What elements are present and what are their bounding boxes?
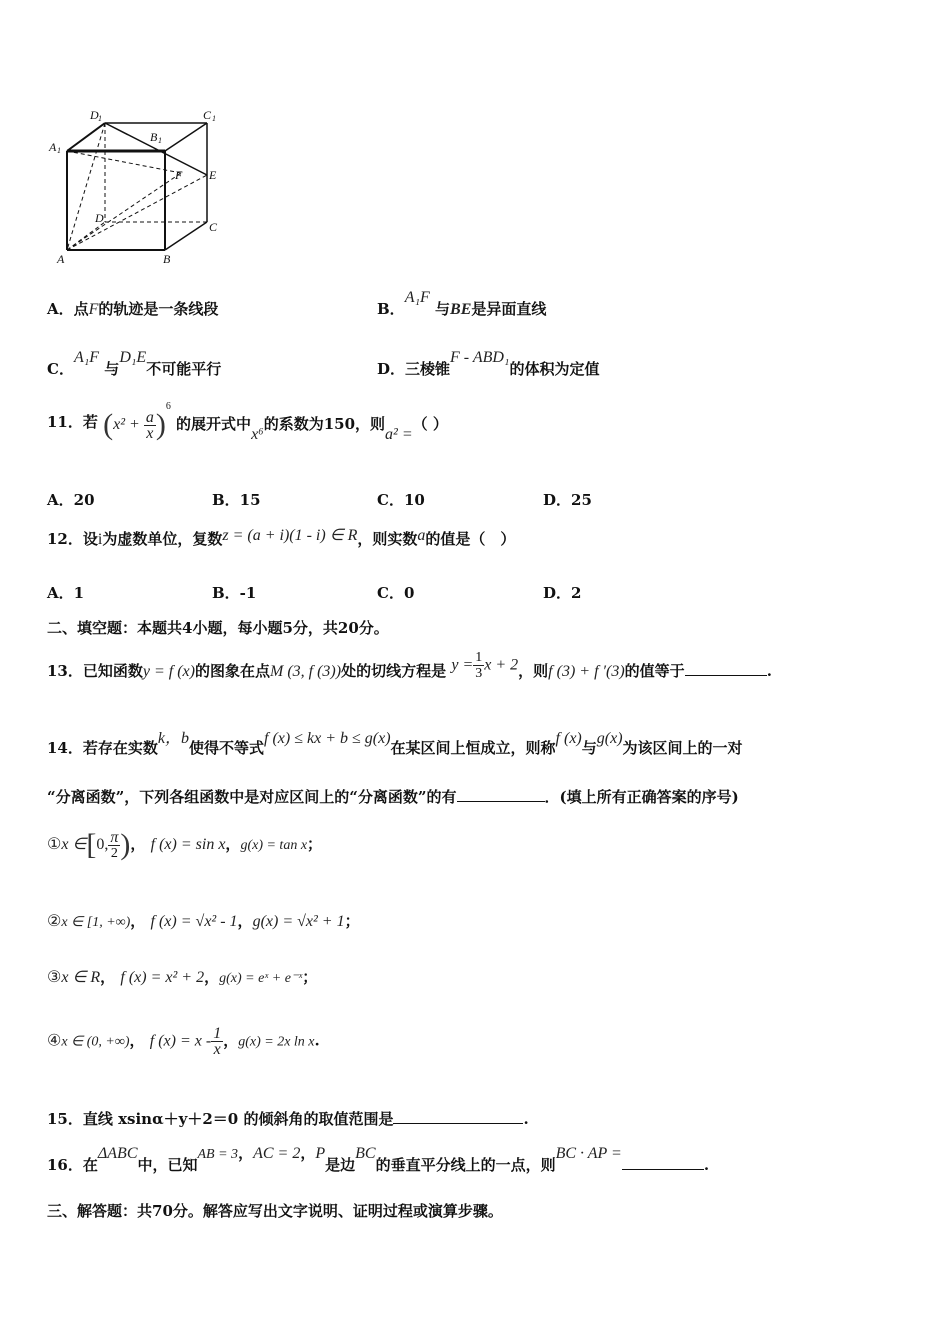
q10-option-c: C．A₁F 与D₁E不可能平行: [47, 349, 222, 378]
q14-item-3: ③x ∈ R， f (x) = x² + 2，g(x) = eˣ + e⁻ˣ；: [47, 968, 318, 986]
section-2-title: 二、填空题：本题共4小题，每小题5分，共20分。: [47, 619, 389, 637]
q13-stem: 13．已知函数y = f (x)的图象在点M (3, f (3))处的切线方程是 y = $\frac{1}{3}$ x + 2，则f (3) + f ′(3)的值等于 .: [47, 650, 772, 681]
q12-stem: 12．设i为虚数单位，复数z = (a + i)(1 - i) ∈ R，则实数a的值是（ ）: [47, 527, 516, 548]
q13-answer-blank[interactable]: [685, 661, 767, 676]
q14-stem-line2: “分离函数”，下列各组函数中是对应区间上的“分离函数”的有 ．(填上所有正确答案的序号): [47, 788, 739, 806]
q15-answer-blank[interactable]: [393, 1109, 523, 1124]
label-e: E: [209, 168, 217, 182]
q12-option-d: D．2: [543, 584, 582, 602]
label-a: A: [57, 252, 65, 266]
label-b: B: [163, 252, 171, 266]
label-d1: D: [90, 108, 99, 122]
label-d: D: [95, 211, 104, 225]
q11-option-c: C．10: [377, 491, 425, 509]
q14-item-4: ④x ∈ (0, +∞)， f (x) = x - $\frac{1}{x}$ ，g(x) = 2x ln x.: [47, 1025, 320, 1058]
q16-stem: 16．在ΔABC中，已知AB = 3，AC = 2，P是边BC的垂直平分线上的一点，则BC · AP =.: [47, 1144, 710, 1174]
label-c1: C: [203, 108, 212, 122]
q11-stem: 11．若 (x² + $\frac{a}{x}$ )$^6$ 的展开式中x⁶的系数为150，则a² =（ ）: [47, 401, 448, 443]
q12-option-c: C．0: [377, 584, 415, 602]
q10-option-d: D．三棱锥F - ABD₁的体积为定值: [377, 349, 600, 378]
q12-option-b: B．-1: [212, 584, 257, 602]
cube-figure: [45, 105, 230, 270]
label-c: C: [209, 220, 218, 234]
q14-item-2: ②x ∈ [1, +∞)， f (x) = √x² - 1，g(x) = √x² + 1；: [47, 912, 360, 930]
label-a1: A: [49, 140, 57, 154]
q12-option-a: A．1: [47, 584, 85, 602]
q14-stem-line1: 14．若存在实数k，b使得不等式f (x) ≤ kx + b ≤ g(x)在某区间上恒成立，则称f (x)与g(x)为该区间上的一对: [47, 730, 743, 757]
q11-option-a: A．20: [47, 491, 95, 509]
label-b1: B: [150, 130, 158, 144]
q10-option-b: B．A₁F 与BE是异面直线: [377, 289, 547, 318]
q14-item-1: ①x ∈[0, $\frac{\pi}{2}$ )， f (x) = sin x，g(x) = tan x；: [47, 828, 323, 861]
svg-text:1: 1: [98, 114, 102, 123]
q14-answer-blank[interactable]: [457, 787, 545, 802]
svg-text:1: 1: [158, 136, 162, 145]
q11-option-b: B．15: [212, 491, 261, 509]
q15-stem: 15．直线 xsinα＋y＋2＝0 的倾斜角的取值范围是 .: [47, 1110, 529, 1128]
svg-text:1: 1: [212, 114, 216, 123]
label-f: F: [175, 168, 183, 182]
svg-text:1: 1: [57, 146, 61, 155]
q16-answer-blank[interactable]: [622, 1155, 704, 1170]
section-3-title: 三、解答题：共70分。解答应写出文字说明、证明过程或演算步骤。: [47, 1202, 503, 1220]
q10-option-a: A．点F的轨迹是一条线段: [47, 300, 219, 318]
q11-option-d: D．25: [543, 491, 592, 509]
